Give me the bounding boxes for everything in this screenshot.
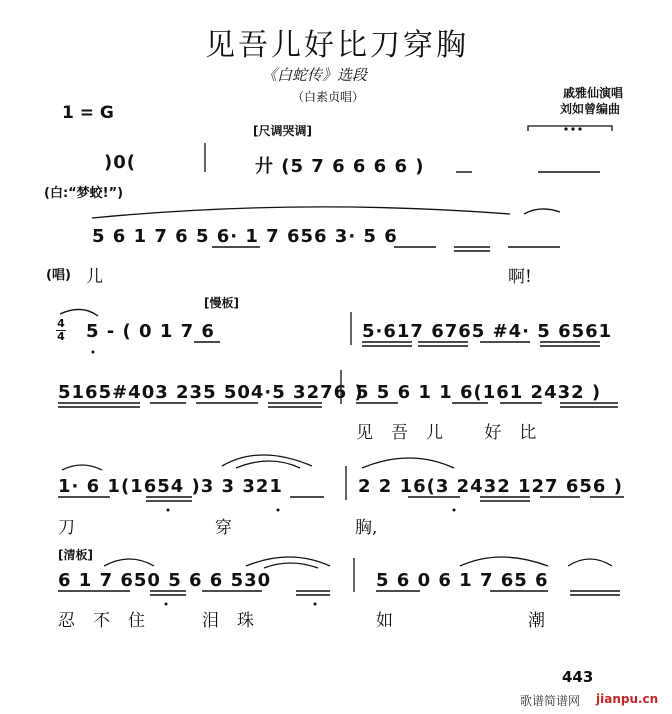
notes-line6a: 6 1 7 650 5 6 6 530: [58, 570, 272, 591]
notes-line4b: 5 5 6 1 1 6(161 2432 ): [356, 382, 602, 403]
tempo-mark-clear: [清板]: [58, 548, 93, 562]
lyric-chao: 潮: [528, 611, 545, 631]
arranger-credit: 刘如曾编曲: [560, 102, 621, 116]
slur: [524, 209, 560, 214]
slur: [568, 559, 612, 566]
slur: [362, 458, 454, 468]
lyric-chuan: 穿: [215, 518, 232, 538]
slur: [246, 557, 330, 566]
slur: [104, 559, 154, 566]
lyric-a: 啊!: [508, 267, 532, 287]
tempo-mark-slow: [慢板]: [204, 296, 239, 310]
notes-line2: 5 6 1 7 6 5 6· 1 7 656 3· 5 6: [92, 226, 398, 247]
slur: [92, 207, 510, 218]
slur: [62, 465, 102, 470]
slur: [264, 563, 318, 568]
time-signature-top: 4: [57, 317, 65, 330]
lyric-er: 儿: [86, 267, 103, 287]
subtitle: 《白蛇传》选段: [262, 66, 368, 84]
notes-line3a: 5 - ( 0 1 7 6: [86, 321, 215, 342]
page-title: 见吾儿好比刀穿胸: [205, 28, 469, 63]
lyric-ru: 如: [376, 611, 393, 631]
notes-line5b: 2 2 16(3 2432 127 656 ): [358, 476, 623, 497]
sing-label: (唱): [46, 268, 71, 283]
time-signature-bottom: 4: [57, 330, 65, 343]
spoken-line: (白:“梦蛟!”): [44, 186, 124, 201]
notes-line4a: 5165#403 235 504·5 3276 ): [58, 382, 364, 403]
notes-line1: 廾 (5 7 6 6 6 6 ): [255, 156, 425, 177]
lyric-line4: 见吾儿 好比: [356, 423, 555, 443]
lyric-leizhu: 泪珠: [202, 611, 272, 631]
slur: [236, 461, 300, 468]
singer-credit: 戚雅仙演唱: [563, 86, 624, 100]
watermark-url: jianpu.cn: [596, 692, 659, 706]
intro-rest: )0(: [104, 152, 136, 173]
lyric-renbuzhu: 忍不住: [58, 611, 163, 631]
lyric-xiong: 胸,: [355, 518, 378, 538]
role-note: （白素贞唱）: [292, 90, 365, 104]
notes-line6b: 5 6 0 6 1 7 65 6: [376, 570, 549, 591]
tempo-mark-free: [尺调哭调]: [253, 124, 312, 138]
notes-line3b: 5·617 6765 #4· 5 6561: [362, 321, 613, 342]
bracket: [528, 126, 612, 131]
slur: [460, 557, 548, 566]
slur: [60, 309, 98, 316]
page-number: 443: [562, 668, 594, 686]
notes-line5a: 1· 6 1(1654 )3 3 321: [58, 476, 283, 497]
watermark-site: 歌谱简谱网: [520, 694, 581, 708]
lyric-dao: 刀: [58, 518, 75, 538]
key-signature: 1 = G: [62, 103, 114, 123]
